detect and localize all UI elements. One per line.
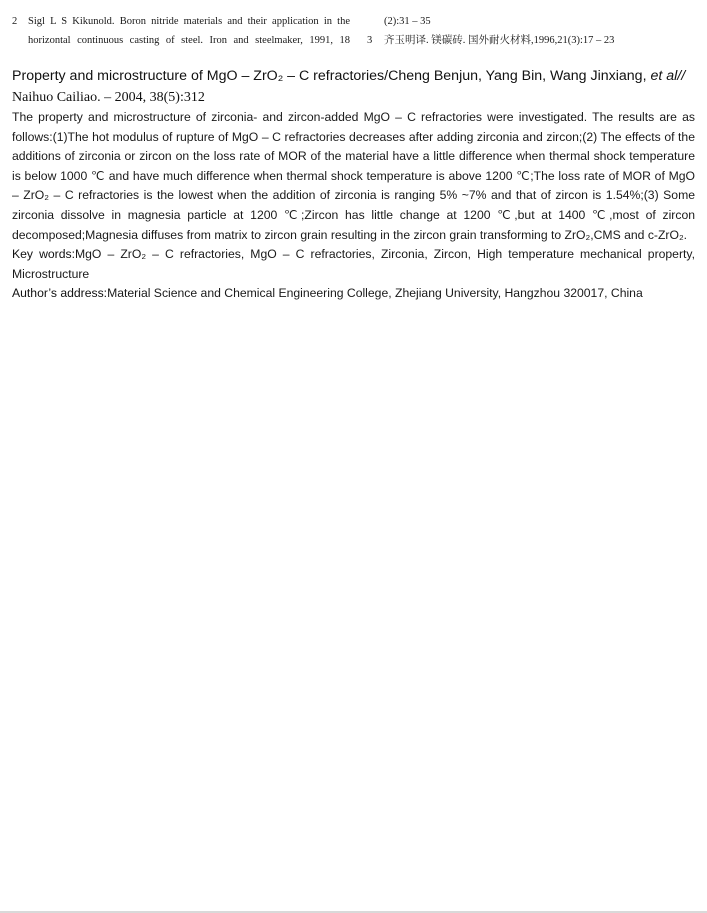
keywords: [12, 245, 695, 284]
abstract-body: The property and microstructure of zirconia- and zircon-added MgO – C refractories were investigated. The results are as follows:(1)The hot modulus of rupture of MgO – C refractories decreases after adding zirconia and zircon;(2) The effects of the additions of zirconia or zircon on the loss rate of MOR of the material have a little difference when thermal shock temperature is below 1000 ℃ and have much difference when thermal shock temperature is above 1200 ℃;The loss rate of MOR of MgO – ZrO₂ – C refractories is the lowest when the addition of zirconia is ranging 5% ~7% and that of zircon is 1.54%;(3) Some zirconia dissolve in magnesia particle at 1200 ℃;Zircon has little change at 1200 ℃,but at 1400 ℃,most of zircon decomposed;Magnesia diffuses from matrix to zircon grain resulting in the zircon grain transforming to ZrO₂,CMS and c-ZrO₂.: [12, 110, 695, 242]
reference-3: [367, 31, 614, 50]
reference-text-line-2: horizontal continuous casting of steel. Iron and steelmaker, 1991, 18: [28, 35, 350, 46]
article-title: [12, 66, 695, 108]
keywords-text: MgO – ZrO₂ – C refractories, MgO – C refractories, Zirconia, Zircon, High temperature mechanical property, Microstructure: [12, 247, 695, 281]
reference-number: 2: [12, 16, 18, 27]
reference-number: 3: [367, 35, 373, 46]
author-address-label: Author’s address:: [12, 286, 108, 301]
reference-2-continuation: (2):31 – 35: [384, 16, 431, 27]
author-address-text: Material Science and Chemical Engineering College, Zhejiang University, Hangzhou 320017, China: [107, 286, 643, 301]
reference-text-line-1: Sigl L S Kikunold. Boron nitride materials and their application in the: [28, 16, 350, 27]
et-al: et al//: [650, 68, 686, 84]
author-address: [12, 284, 695, 304]
reference-list: [12, 12, 695, 48]
article-title-text: Property and microstructure of MgO – ZrO₂ – C refractories/Cheng Benjun, Yang Bin, Wang Jinxiang,: [12, 68, 647, 84]
english-abstract: [12, 66, 695, 304]
keywords-label: Key words:: [12, 247, 75, 262]
reference-text: 齐玉明译. 镁碳砖. 国外耐火材料,1996,21(3):17 – 23: [384, 35, 615, 46]
article-source: Naihuo Cailiao. – 2004, 38(5):312: [12, 90, 205, 105]
